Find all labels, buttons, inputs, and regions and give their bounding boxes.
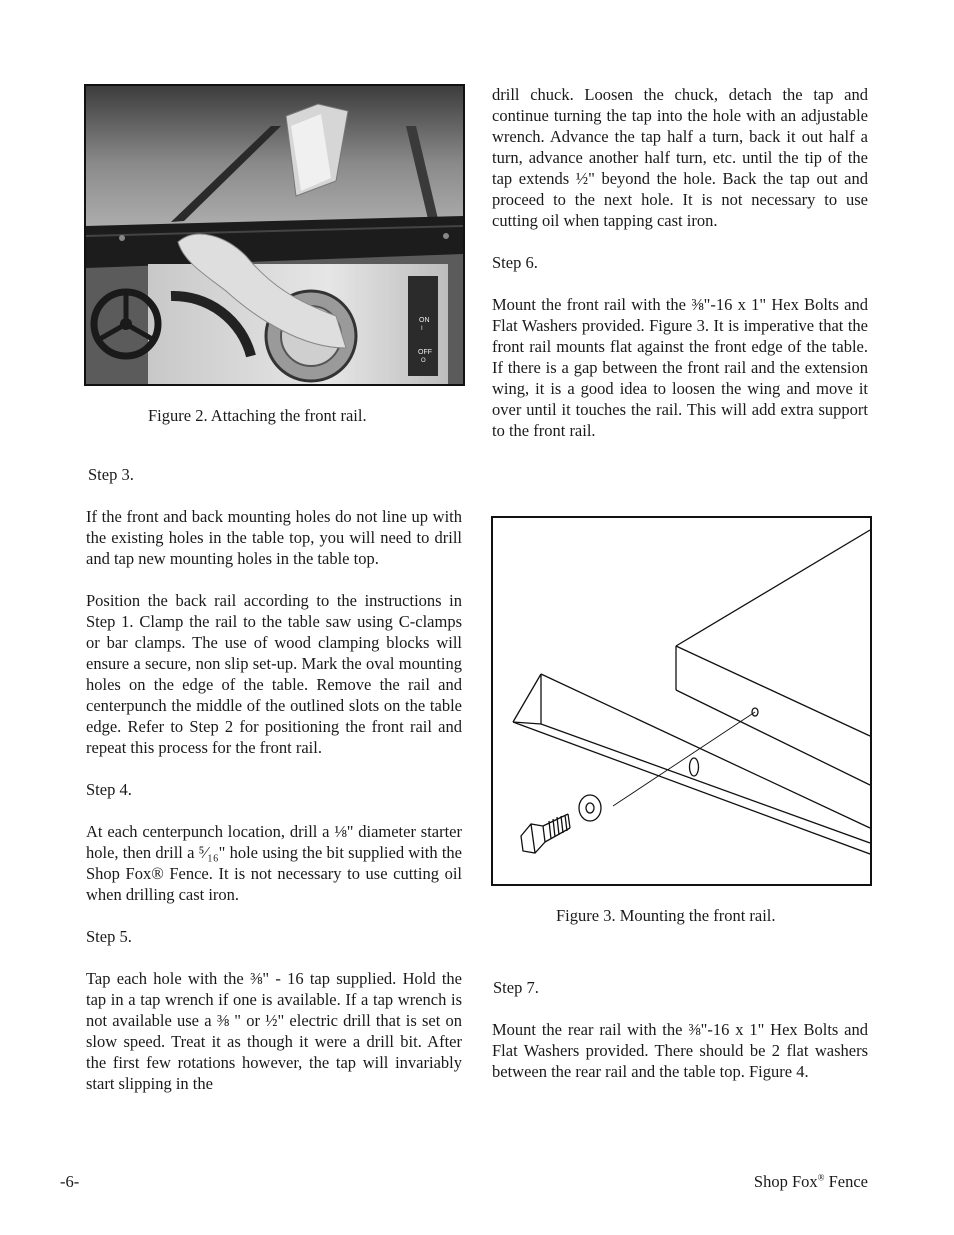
step-7-heading: Step 7. <box>493 978 539 997</box>
step-5-heading: Step 5. <box>86 927 132 946</box>
off-label: OFF <box>418 349 432 356</box>
step-6-paragraph: Mount the front rail with the ⅜"-16 x 1" Hex Bolts and Flat Washers provided. Figure 3. It is imperative that the front rail mounts flat against the front edge of the table. If there is a gap between the front rail and the extension wing, it is a good idea to loosen the wing and move it over until it touches the rail. This will add extra support to the front rail. <box>492 295 868 440</box>
table-saw-photo <box>86 86 463 384</box>
step-3-heading: Step 3. <box>88 465 134 484</box>
step-3-paragraph-1: If the front and back mounting holes do not line up with the existing holes in the table top, you will need to drill and tap new mounting holes in the table top. <box>86 507 462 568</box>
page-number: -6- <box>60 1172 80 1191</box>
step-4-paragraph: At each centerpunch location, drill a ⅛" diameter starter hole, then drill a ⁵⁄₁₆" hole using the bit supplied with the Shop Fox® Fence. It is not necessary to use cutting oil when drilling cast iron. <box>86 822 462 904</box>
rail-mounting-diagram <box>493 518 870 884</box>
step-4-heading: Step 4. <box>86 780 132 799</box>
right-column-top <box>492 84 868 441</box>
step-6-heading: Step 6. <box>492 253 538 272</box>
step-5-continued: drill chuck. Loosen the chuck, detach the tap and continue turning the tap into the hole with an adjustable wrench. Advance the tap half a turn, back it out half a turn, advance another half turn, etc. until the tip of the tap extends ½" beyond the hole. Back the tap out and proceed to the next hole. It is not necessary to use cutting oil when tapping cast iron. <box>492 85 868 230</box>
figure-2-caption: Figure 2. Attaching the front rail. <box>148 406 367 425</box>
footer-product-name: Shop Fox <box>753 1172 818 1191</box>
footer-product <box>754 1172 868 1192</box>
step-7-paragraph: Mount the rear rail with the ⅜"-16 x 1" Hex Bolts and Flat Washers provided. There should be 2 flat washers between the rear rail and the table top. Figure 4. <box>492 1020 868 1081</box>
footer-product-suffix: Fence <box>824 1172 868 1191</box>
on-mark: I <box>421 326 423 332</box>
figure-3-caption: Figure 3. Mounting the front rail. <box>556 906 776 925</box>
registered-mark: ® <box>817 1172 825 1183</box>
right-column-bottom <box>492 977 868 1082</box>
figure-2-photo <box>84 84 465 386</box>
off-mark: O <box>421 358 426 364</box>
step-5-paragraph: Tap each hole with the ⅜" - 16 tap supplied. Hold the tap in a tap wrench if one is available. If a tap wrench is not available use a ⅜ " or ½" electric drill that is set on slow speed. Treat it as though it were a drill bit. After the first few rotations however, the tap will invariably start slipping in the <box>86 969 462 1093</box>
step-3-paragraph-2: Position the back rail according to the instructions in Step 1. Clamp the rail to the table saw using C-clamps or bar clamps. The use of wood clamping blocks will ensure a secure, non slip set-up. Mark the oval mounting holes on the edge of the table. Remove the rail and centerpunch the middle of the outlined slots on the table edge. Refer to Step 2 for positioning the front rail and repeat this process for the front rail. <box>86 591 462 757</box>
on-label: ON <box>419 317 430 324</box>
left-column <box>86 464 462 1094</box>
figure-3-drawing <box>491 516 872 886</box>
